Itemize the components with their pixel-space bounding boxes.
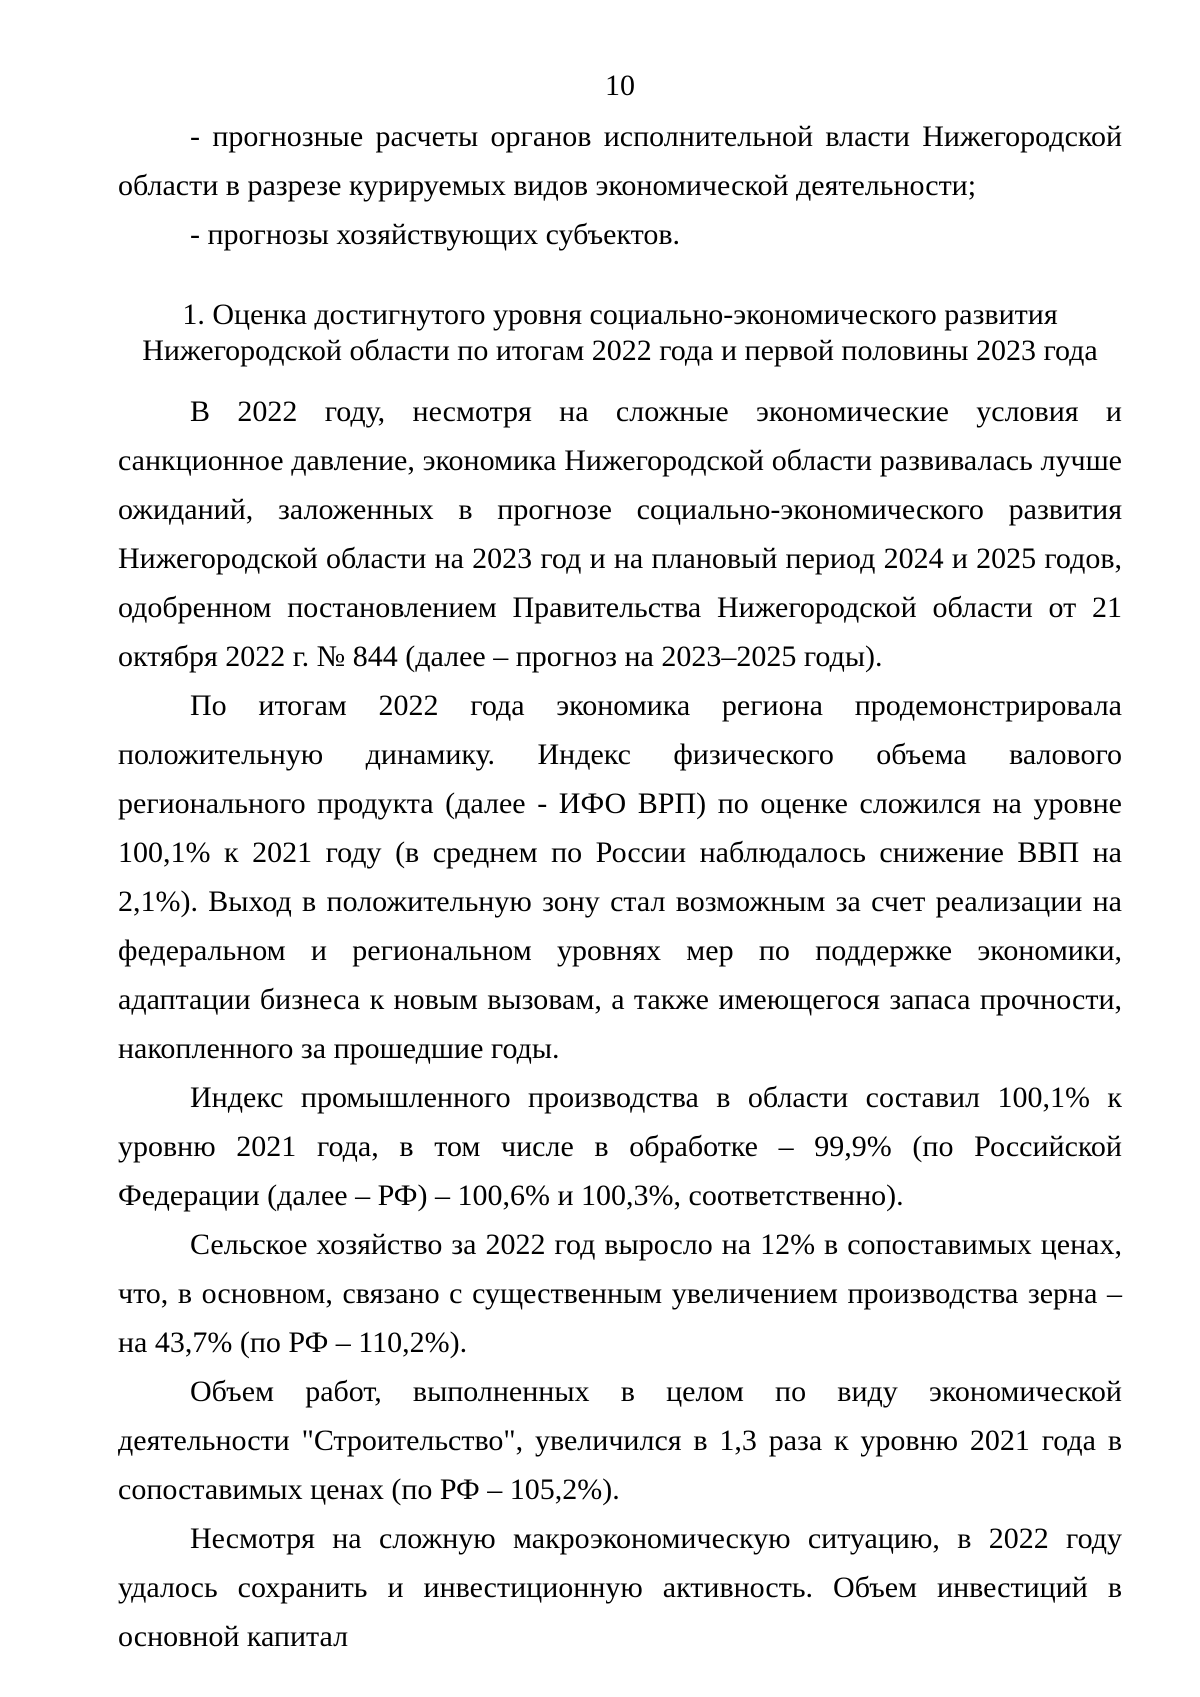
intro-item-business-forecasts: - прогнозы хозяйствующих субъектов.	[190, 218, 681, 251]
intro-item-regional-forecasts: - прогнозные расчеты органов исполнительной власти Нижегородской области в разрезе курируемых видов экономической деятельности;	[118, 120, 1122, 202]
section-heading	[118, 297, 1122, 369]
paragraph-grp-index: По итогам 2022 года экономика региона продемонстрировала положительную динамику. Индекс физического объема валового регионального продукта (далее - ИФО ВРП) по оценке сложился на уровне 100,1% к 2021 году (в среднем по России наблюдалось снижение ВВП на 2,1%). Выход в положительную зону стал возможным за счет реализации на федеральном и региональном уровнях мер по поддержке экономики, адаптации бизнеса к новым вызовам, а также имеющегося запаса прочности, накопленного за прошедшие годы.	[118, 689, 1122, 1065]
page-number: 10	[605, 69, 635, 102]
document-body	[118, 112, 1122, 1661]
paragraph-investment: Несмотря на сложную макроэкономическую ситуацию, в 2022 году удалось сохранить и инвестиционную активность. Объем инвестиций в основной капитал	[118, 1522, 1122, 1653]
paragraph-economy-2022: В 2022 году, несмотря на сложные экономические условия и санкционное давление, экономика Нижегородской области развивалась лучше ожиданий, заложенных в прогнозе социально-экономического развития Нижегородской области на 2023 год и на плановый период 2024 и 2025 годов, одобренном постановлением Правительства Нижегородской области от 21 октября 2022 г. № 844 (далее – прогноз на 2023–2025 годы).	[118, 395, 1122, 673]
section-heading-line-1: 1. Оценка достигнутого уровня социально-экономического развития	[182, 298, 1058, 331]
paragraph-construction: Объем работ, выполненных в целом по виду экономической деятельности "Строительство", увеличился в 1,3 раза к уровню 2021 года в сопоставимых ценах (по РФ – 105,2%).	[118, 1375, 1122, 1506]
section-heading-line-2: Нижегородской области по итогам 2022 года и первой половины 2023 года	[142, 334, 1098, 367]
paragraph-industrial-production: Индекс промышленного производства в области составил 100,1% к уровню 2021 года, в том числе в обработке – 99,9% (по Российской Федерации (далее – РФ) – 100,6% и 100,3%, соответственно).	[118, 1081, 1122, 1212]
paragraph-agriculture: Сельское хозяйство за 2022 год выросло на 12% в сопоставимых ценах, что, в основном, связано с существенным увеличением производства зерна – на 43,7% (по РФ – 110,2%).	[118, 1228, 1122, 1359]
